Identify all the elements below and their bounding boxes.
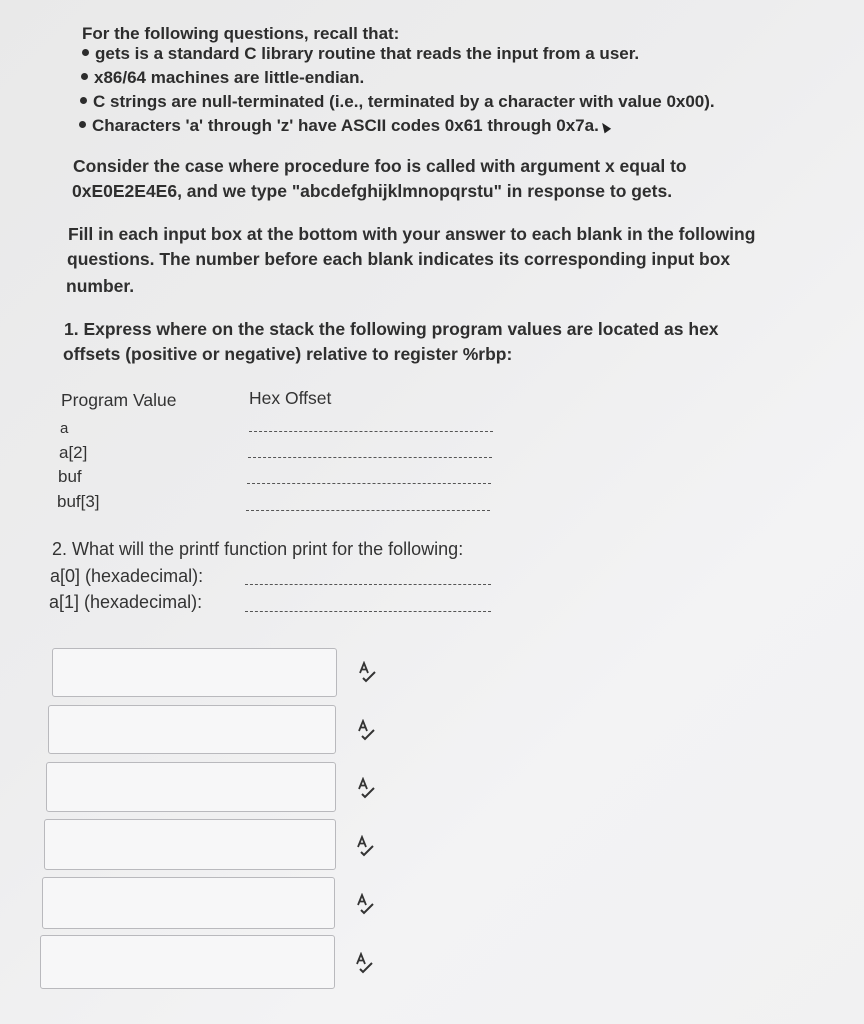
program-value-buf3: buf[3] bbox=[57, 492, 100, 511]
program-value-buf: buf bbox=[58, 467, 82, 486]
consider-line-1: Consider the case where procedure foo is called with argument x equal to bbox=[73, 156, 687, 176]
spellcheck-icon[interactable] bbox=[355, 893, 377, 917]
blank-line bbox=[248, 457, 492, 458]
mouse-cursor-icon bbox=[599, 120, 611, 133]
consider-line-2: 0xE0E2E4E6, and we type "abcdefghijklmnopqrstu" in response to gets. bbox=[72, 181, 673, 201]
blank-line bbox=[247, 483, 491, 484]
bullet-dot bbox=[80, 97, 87, 104]
blank-line bbox=[246, 510, 490, 511]
intro-heading: For the following questions, recall that: bbox=[82, 24, 400, 43]
instructions-line-3: number. bbox=[66, 276, 135, 296]
hex-offset-header: Hex Offset bbox=[249, 388, 332, 408]
program-value-header: Program Value bbox=[61, 390, 177, 410]
question2-a0-label: a[0] (hexadecimal): bbox=[50, 566, 204, 586]
blank-line bbox=[245, 611, 491, 612]
program-value-a: a bbox=[60, 420, 69, 437]
question2-a1-label: a[1] (hexadecimal): bbox=[49, 592, 203, 612]
bullet-item bbox=[80, 92, 715, 112]
bullet-text: Characters 'a' through 'z' have ASCII codes 0x61 through 0x7a. bbox=[92, 116, 599, 135]
spellcheck-icon[interactable] bbox=[356, 719, 378, 743]
spellcheck-icon[interactable] bbox=[357, 661, 379, 685]
bullet-dot bbox=[81, 73, 88, 80]
answer-input-3[interactable] bbox=[46, 762, 336, 812]
instructions-line-2: questions. The number before each blank indicates its corresponding input box bbox=[67, 249, 731, 269]
blank-line bbox=[245, 584, 491, 585]
spellcheck-icon[interactable] bbox=[356, 777, 378, 801]
answer-input-4[interactable] bbox=[44, 819, 336, 870]
answer-input-5[interactable] bbox=[42, 877, 335, 929]
question1-line-1: 1. Express where on the stack the following program values are located as hex bbox=[64, 319, 719, 339]
answer-input-2[interactable] bbox=[48, 705, 336, 754]
spellcheck-icon[interactable] bbox=[355, 835, 377, 859]
bullet-text: C strings are null-terminated (i.e., terminated by a character with value 0x00). bbox=[93, 92, 715, 111]
instructions-line-1: Fill in each input box at the bottom with your answer to each blank in the following bbox=[68, 224, 756, 244]
blank-line bbox=[249, 431, 493, 432]
question2-prompt: 2. What will the printf function print for the following: bbox=[52, 539, 464, 559]
answer-input-1[interactable] bbox=[52, 648, 337, 697]
answer-input-6[interactable] bbox=[40, 935, 335, 989]
bullet-dot bbox=[82, 49, 89, 56]
bullet-item bbox=[82, 44, 639, 64]
bullet-text: gets is a standard C library routine that reads the input from a user. bbox=[95, 44, 640, 63]
bullet-item bbox=[81, 68, 364, 88]
question1-line-2: offsets (positive or negative) relative to register %rbp: bbox=[63, 344, 513, 364]
program-value-a2: a[2] bbox=[59, 443, 88, 462]
spellcheck-icon[interactable] bbox=[354, 952, 376, 976]
bullet-dot bbox=[79, 121, 86, 128]
bullet-text: x86/64 machines are little-endian. bbox=[94, 68, 365, 87]
bullet-item bbox=[79, 116, 609, 136]
